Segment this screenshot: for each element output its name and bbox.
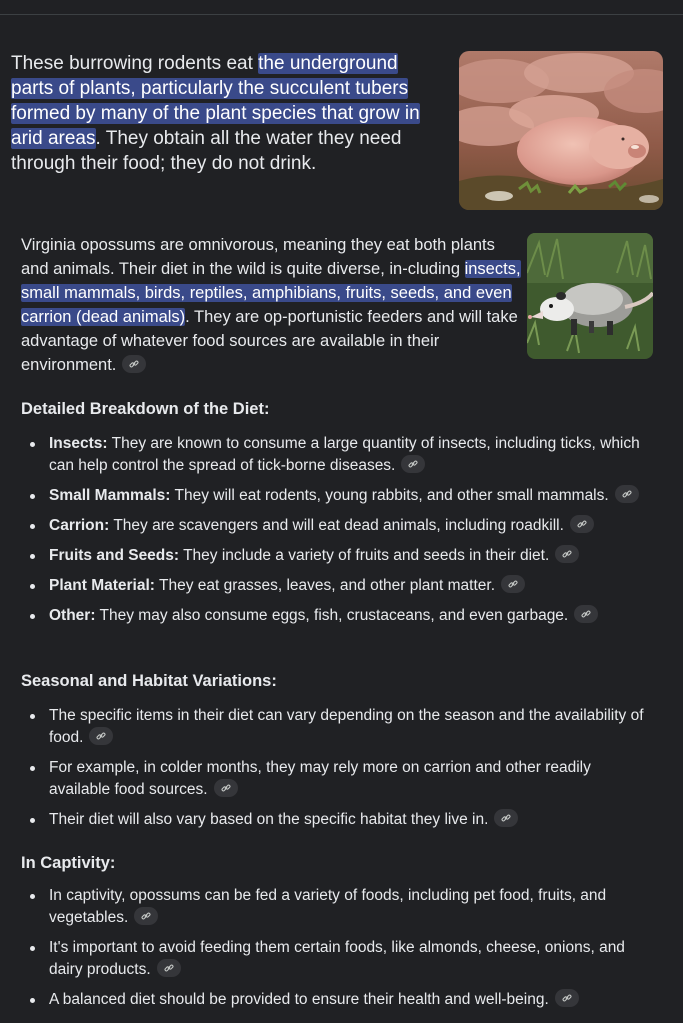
source-link-chip[interactable]	[555, 989, 579, 1007]
link-icon	[141, 911, 151, 921]
source-link-chip[interactable]	[570, 515, 594, 533]
link-icon	[164, 963, 174, 973]
link-icon	[96, 731, 106, 741]
link-icon	[562, 549, 572, 559]
link-icon	[408, 459, 418, 469]
source-link-chip[interactable]	[494, 809, 518, 827]
opossum-paragraph	[21, 233, 521, 377]
mole-rat-card	[0, 40, 683, 220]
link-icon	[221, 783, 231, 793]
diet-list	[0, 433, 683, 635]
opossum-text-before: Virginia opossums are omnivorous, meaning they eat both plants and animals. Their diet in the wild is quite diverse, in-cluding	[21, 236, 495, 278]
seasonal-list	[0, 705, 683, 839]
list-item: Carrion: They are scavengers and will eat dead animals, including roadkill.	[0, 515, 683, 537]
opossum-text-after: . They are op-portunistic feeders and will take advantage of whatever food sources are available in their environment.	[21, 308, 518, 374]
source-link-chip[interactable]	[214, 779, 238, 797]
link-icon	[501, 813, 511, 823]
list-item: The specific items in their diet can vary depending on the season and the availability of food.	[0, 705, 683, 749]
source-link-chip[interactable]	[555, 545, 579, 563]
list-item: Their diet will also vary based on the specific habitat they live in.	[0, 809, 683, 831]
opossum-highlight: insects, small mammals, birds, reptiles, amphibians, fruits, seeds, and even carrion (dead animals)	[21, 260, 521, 326]
link-icon	[622, 489, 632, 499]
link-icon	[508, 579, 518, 589]
link-icon	[129, 359, 139, 369]
source-link-chip[interactable]	[122, 355, 146, 373]
list-item: Small Mammals: They will eat rodents, young rabbits, and other small mammals.	[0, 485, 683, 507]
top-divider	[0, 14, 683, 15]
list-item: For example, in colder months, they may rely more on carrion and other readily available food sources.	[0, 757, 683, 801]
list-item: In captivity, opossums can be fed a variety of foods, including pet food, fruits, and vegetables.	[0, 885, 683, 929]
list-item: Insects: They are known to consume a large quantity of insects, including ticks, which can help control the spread of tick-borne diseases.	[0, 433, 683, 477]
source-link-chip[interactable]	[574, 605, 598, 623]
opossum-image[interactable]	[527, 233, 653, 359]
link-icon	[577, 519, 587, 529]
source-link-chip[interactable]	[615, 485, 639, 503]
captivity-heading: In Captivity:	[21, 854, 116, 872]
opossum-card	[0, 225, 683, 385]
list-item: Other: They may also consume eggs, fish, crustaceans, and even garbage.	[0, 605, 683, 627]
mole-rat-image[interactable]	[459, 51, 663, 210]
list-item: Plant Material: They eat grasses, leaves, and other plant matter.	[0, 575, 683, 597]
list-item: It's important to avoid feeding them certain foods, like almonds, cheese, onions, and dairy products.	[0, 937, 683, 981]
list-item: Fruits and Seeds: They include a variety of fruits and seeds in their diet.	[0, 545, 683, 567]
seasonal-heading: Seasonal and Habitat Variations:	[21, 672, 277, 690]
opossum-picture	[527, 233, 653, 359]
source-link-chip[interactable]	[501, 575, 525, 593]
diet-heading: Detailed Breakdown of the Diet:	[21, 400, 270, 418]
mole-rat-paragraph	[11, 51, 441, 176]
list-item: A balanced diet should be provided to ensure their health and well-being.	[0, 989, 683, 1011]
source-link-chip[interactable]	[401, 455, 425, 473]
mole-rat-picture	[459, 51, 663, 210]
mole-rat-text-before: These burrowing rodents eat	[11, 53, 259, 74]
source-link-chip[interactable]	[89, 727, 113, 745]
source-link-chip[interactable]	[157, 959, 181, 977]
mole-rat-highlight: the underground parts of plants, particularly the succulent tubers formed by many of the plant species that grow in arid areas	[11, 53, 420, 149]
mole-rat-text-after: . They obtain all the water they need through their food; they do not drink.	[11, 128, 402, 174]
source-link-chip[interactable]	[134, 907, 158, 925]
link-icon	[562, 993, 572, 1003]
captivity-list	[0, 885, 683, 1019]
link-icon	[581, 609, 591, 619]
